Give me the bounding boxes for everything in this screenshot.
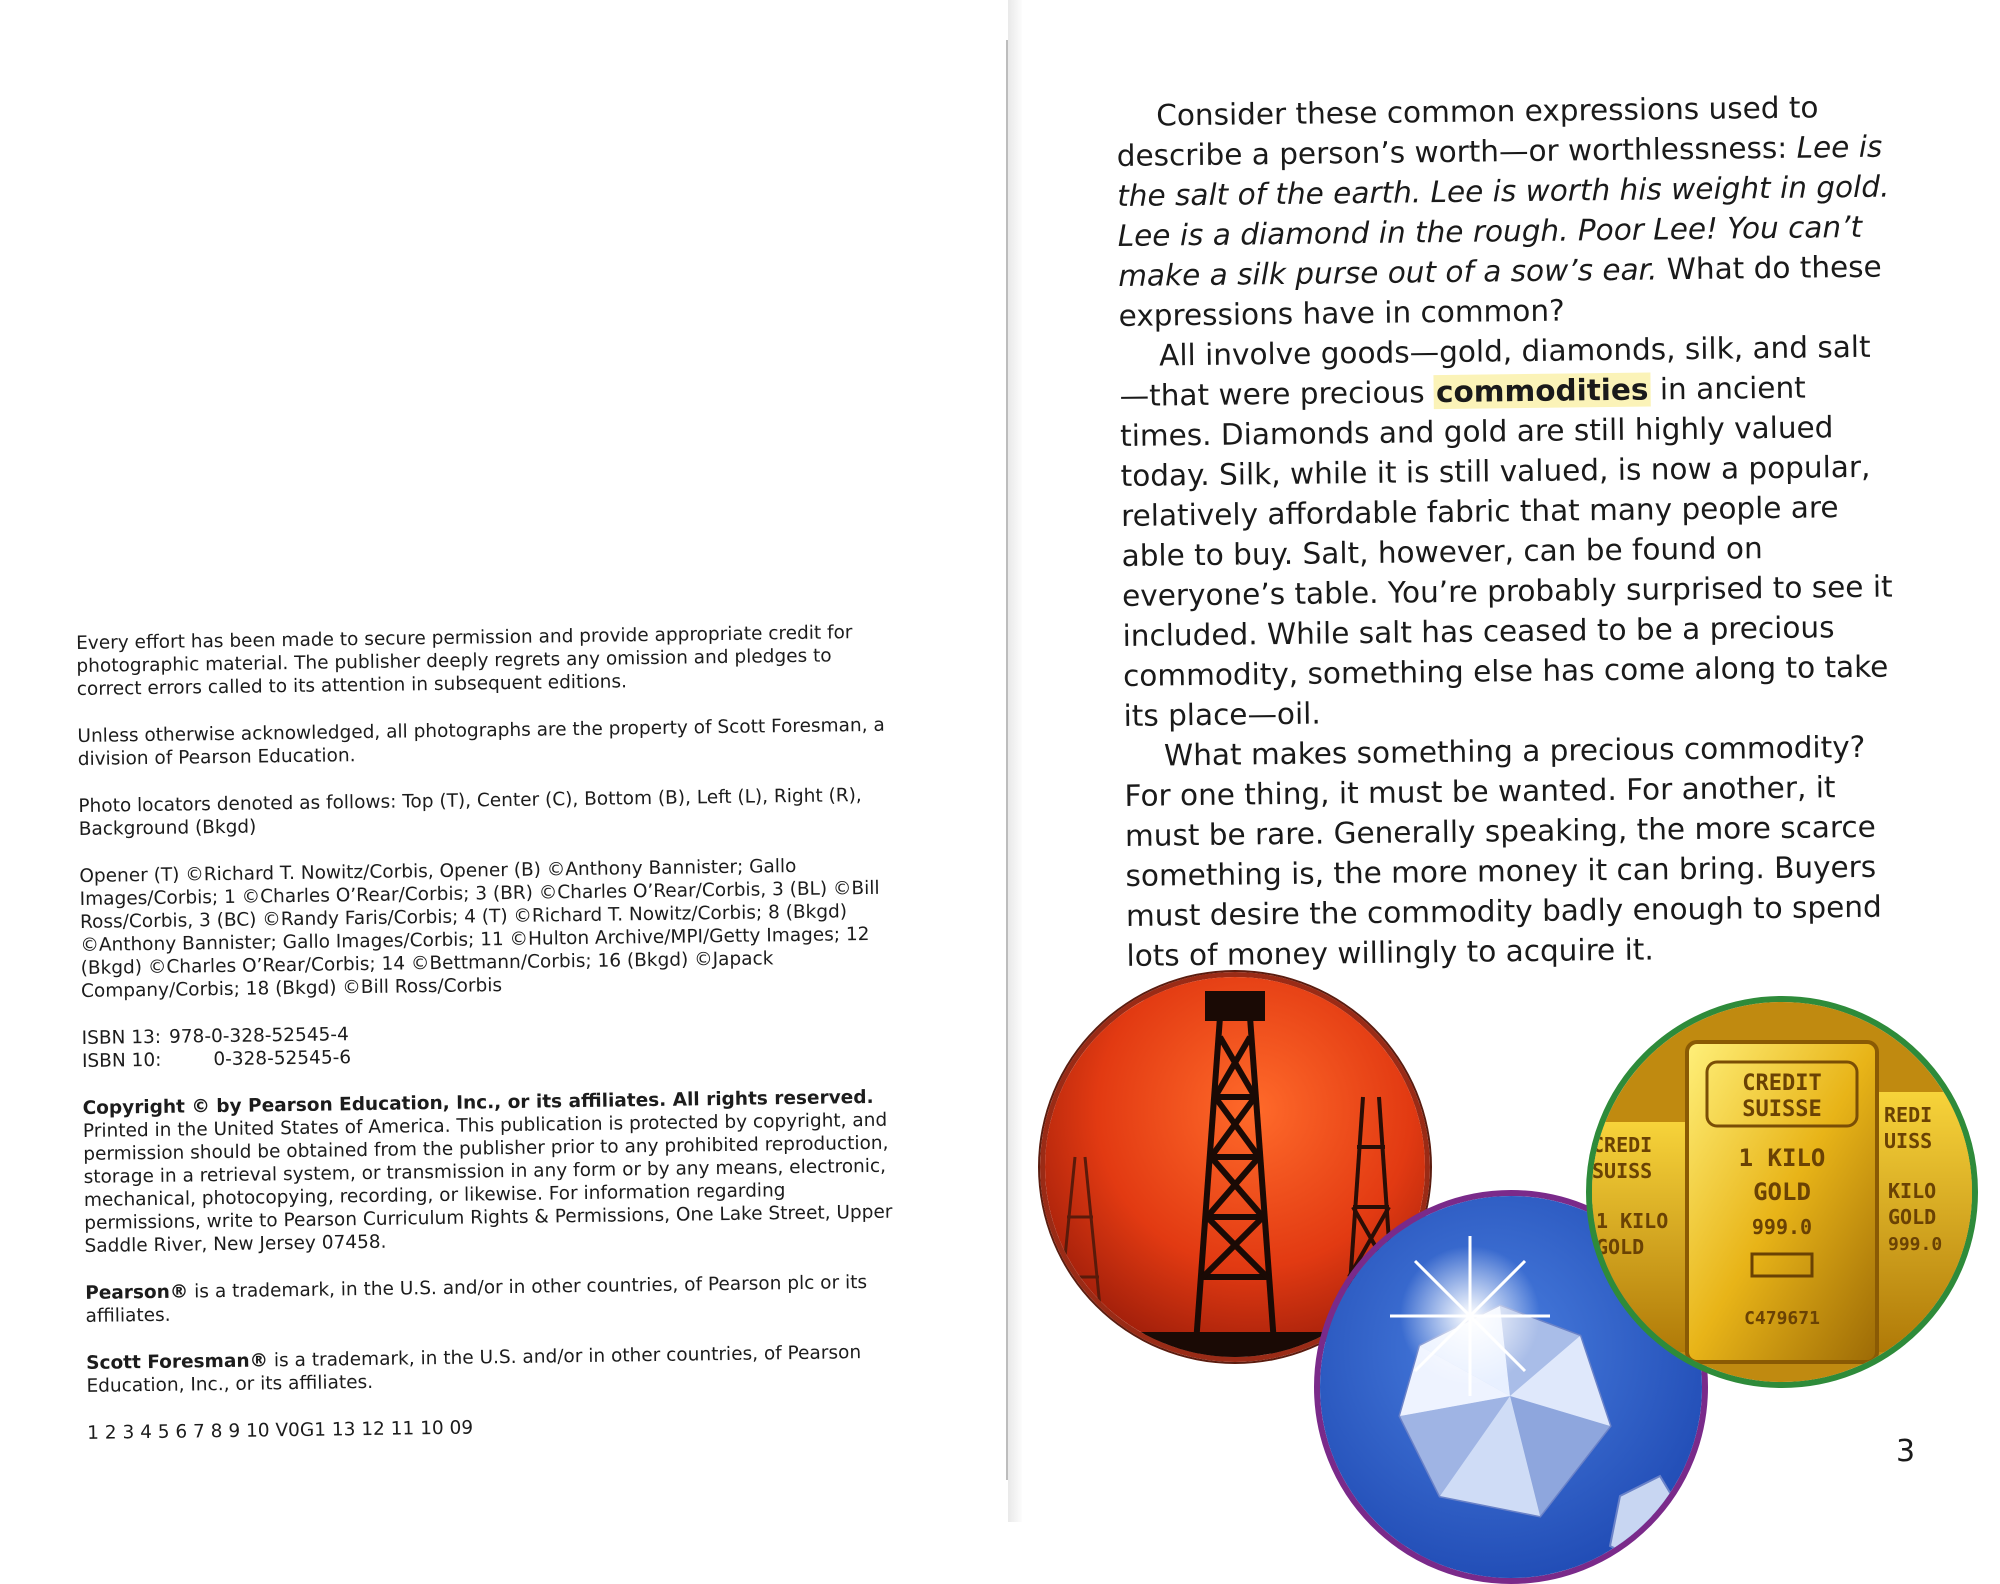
main-body-text xyxy=(1116,86,1907,975)
paragraph-2 xyxy=(1119,326,1904,735)
expressions-italic: Lee is the salt of the earth. Lee is worth his weight in gold. Lee is a diamond in the rough. Poor Lee! You can’t make a silk purse out of a sow’s ear. xyxy=(1117,129,1890,293)
pearson-trademark-name: Pearson® xyxy=(85,1281,189,1304)
scott-foresman-trademark-body: is a trademark, in the U.S. and/or in other countries, of Pearson Education, Inc., or its affiliates. xyxy=(86,1342,862,1397)
scott-foresman-trademark-name: Scott Foresman® xyxy=(86,1350,269,1374)
copyright-heading: Copyright © by Pearson Education, Inc., or its affiliates. All rights reserved. xyxy=(82,1086,874,1119)
gold-bar-brand-line2: SUISSE xyxy=(1742,1097,1822,1122)
copyright-body: Printed in the United States of America. This publication is protected by copyright, and permission should be obtained from the publisher prior to any prohibited reproduction, storage in a retrieval system, or transmission in any form or by any means, electronic, mechanical, photocopying, recording, or likewise. For information regarding permissions, write to Pearson Curriculum Rights & Permissions, One Lake Street, Upper Saddle River, New Jersey 07458. xyxy=(82,1109,893,1257)
isbn-13-label: ISBN 13: xyxy=(81,1026,162,1049)
gold-bar-brand-line1: CREDIT xyxy=(1742,1071,1822,1096)
photo-ownership-note: Unless otherwise acknowledged, all photographs are the property of Scott Foresman, a division of Pearson Education. xyxy=(77,714,885,770)
gold-bars-illustration xyxy=(1592,1002,1972,1382)
left-page xyxy=(0,0,1018,1522)
right-bar-line2: UISS xyxy=(1884,1129,1933,1153)
left-bar-line3: 1 KILO xyxy=(1596,1209,1669,1233)
paragraph-1 xyxy=(1116,86,1899,336)
left-bar-line1: CREDI xyxy=(1592,1133,1653,1157)
isbn-10-value: 0-328-52545-6 xyxy=(213,1047,352,1071)
gold-bars-photo xyxy=(1586,996,1978,1388)
right-bar-line1: REDI xyxy=(1884,1103,1933,1127)
left-bar-line4: GOLD xyxy=(1596,1235,1645,1259)
copyright-statement xyxy=(82,1086,904,1258)
paragraph-1-question: What do these expressions have in common? xyxy=(1118,249,1882,333)
isbn-13-value: 978-0-328-52545-4 xyxy=(168,1024,349,1048)
photo-locators-note: Photo locators denoted as follows: Top (T), Center (C), Bottom (B), Left (L), Right (R), Background (Bkgd) xyxy=(78,785,862,840)
pearson-trademark-body: is a trademark, in the U.S. and/or in other countries, of Pearson plc or its affiliates. xyxy=(85,1272,868,1327)
paragraph-3: What makes something a precious commodity? For one thing, it must be wanted. For another, it must be rare. Generally speaking, the more scarce something is, the more money it can bring. Buyers must desire the commodity badly enough to spend lots of money willingly to acquire it. xyxy=(1124,729,1882,973)
scott-foresman-trademark xyxy=(86,1340,907,1397)
photo-credits-list: Opener (T) ©Richard T. Nowitz/Corbis, Opener (B) ©Anthony Bannister; Gallo Images/Corbis; 1 ©Charles O’Rear/Corbis; 3 (BR) ©Charles O’Rear/Corbis, 3 (BL) ©Bill Ross/Corbis, 3 (BC) ©Randy Faris/Corbis; 4 (T) ©Richard T. Nowitz/Corbis; 8 (Bkgd) ©Anthony Bannister; Gallo Images/Corbis; 11 ©Hulton Archive/MPI/Getty Images; 12 (Bkgd) ©Charles O’Rear/Corbis; 14 ©Bettmann/Corbis; 16 (Bkgd) ©Japack Company/Corbis; 18 (Bkgd) ©Bill Ross/Corbis xyxy=(79,855,880,1002)
pearson-trademark xyxy=(85,1270,906,1327)
gold-bar-purity: 999.0 xyxy=(1751,1215,1813,1239)
right-bar-line3: KILO xyxy=(1888,1179,1937,1203)
paragraph-2-intro: All involve goods—gold, diamonds, silk, and salt—that were precious xyxy=(1119,329,1871,413)
gold-bar-weight: 1 KILO xyxy=(1738,1144,1826,1172)
copyright-credits-block xyxy=(76,621,908,1469)
gold-bar-serial: C479671 xyxy=(1744,1308,1820,1329)
page-number: 3 xyxy=(1896,1434,1916,1469)
paragraph-1-intro: Consider these common expressions used to describe a person’s worth—or worthlessness: xyxy=(1116,90,1819,173)
paragraph-2-rest: in ancient times. Diamonds and gold are still highly valued today. Silk, while it is still valued, is now a popular, relatively affordable fabric that many people are able to buy. Salt, however, can be found on everyone’s table. You’re probably surprised to see it included. While salt has ceased to be a precious commodity, something else has come along to take its place—oil. xyxy=(1119,370,1893,733)
vocabulary-highlight-commodities: commodities xyxy=(1435,372,1649,410)
gold-bar-metal: GOLD xyxy=(1753,1178,1811,1206)
print-line: 1 2 3 4 5 6 7 8 9 10 V0G1 13 12 11 10 09 xyxy=(87,1417,474,1444)
right-bar-line4: GOLD xyxy=(1888,1205,1937,1229)
permission-notice: Every effort has been made to secure permission and provide appropriate credit for photographic material. The publisher deeply regrets any omission and pledges to correct errors called to its attention in subsequent editions. xyxy=(76,622,853,700)
left-bar-line2: SUISS xyxy=(1592,1159,1653,1183)
isbn-10-label: ISBN 10: xyxy=(81,1049,162,1072)
right-bar-line5: 999.0 xyxy=(1888,1234,1943,1255)
